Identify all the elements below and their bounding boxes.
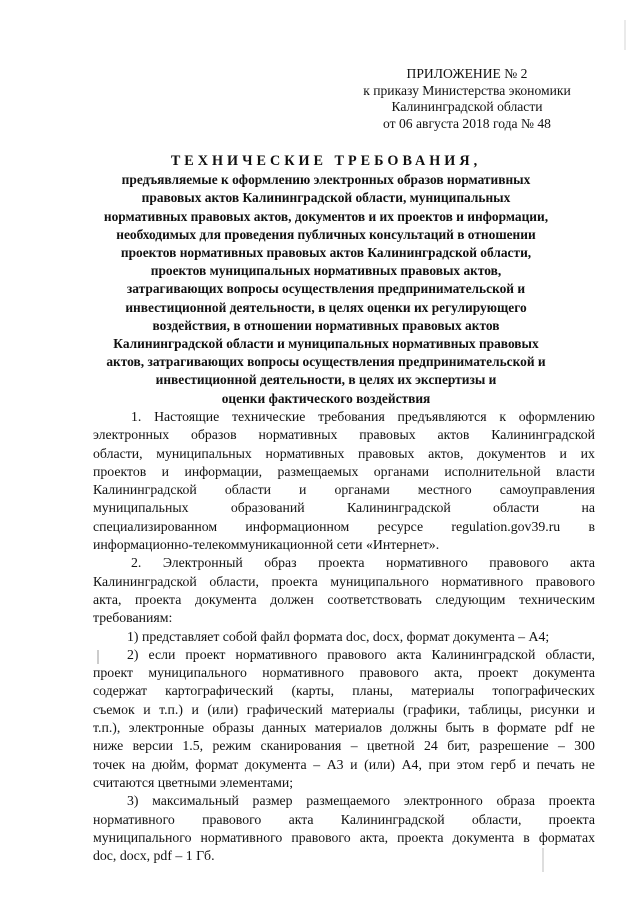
text-line: ниже версии 1.5, режим сканирования – цветной 24 бит, разрешение – 300	[93, 738, 595, 754]
requirement-3	[93, 792, 595, 865]
text-line: содержат картографический (карты, планы, материалы топографических	[93, 683, 595, 699]
title-line: проектов нормативных правовых актов Калининградской области,	[120, 245, 532, 261]
text-line: информационно-телекоммуникационной сети «Интернет».	[93, 537, 440, 553]
scan-mark	[540, 848, 546, 872]
requirement-2	[93, 646, 595, 792]
title-line: актов, затрагивающих вопросы осуществления предпринимательской и	[106, 354, 546, 370]
text-line: 1. Настоящие технические требования предъявляются к оформлению	[131, 409, 595, 424]
document-body	[93, 408, 595, 865]
scan-mark	[620, 20, 630, 50]
text-line: области, муниципальных нормативных правовых актов, документов и их	[93, 445, 595, 461]
title-line: инвестиционной деятельности, в целях оценки их регулирующего	[125, 299, 527, 315]
text-line: муниципальных образований Калининградской области на	[93, 500, 595, 516]
text-line: считаются цветными элементами;	[93, 774, 294, 790]
document-title	[84, 152, 568, 408]
title-line: затрагивающих вопросы осуществления предпринимательской и	[126, 281, 526, 297]
requirement-1	[93, 628, 595, 646]
appendix-order-date: от 06 августа 2018 года № 48	[383, 115, 551, 131]
appendix-header	[322, 66, 612, 132]
paragraph-2	[93, 554, 595, 627]
text-line: электронных образов нормативных правовых актов Калининградской	[93, 427, 595, 443]
text-line: точек на дюйм, формат документа – А3 и (или) А4, при этом герб и печать не	[93, 756, 595, 772]
text-line: Калининградской области, проекта муниципального нормативного правового	[93, 573, 595, 589]
title-line: Калининградской области и муниципальных нормативных правовых	[113, 336, 539, 352]
text-line: специализированном информационном ресурсе regulation.gov39.ru в	[93, 518, 595, 534]
title-line: предъявляемые к оформлению электронных образов нормативных	[121, 172, 531, 188]
text-line: Калининградской области и органами местного самоуправления	[93, 482, 595, 498]
title-line: оценки фактического воздействия	[221, 390, 431, 406]
appendix-number: ПРИЛОЖЕНИЕ № 2	[406, 66, 528, 81]
title-line: проектов муниципальных нормативных правовых актов,	[150, 263, 502, 279]
text-line: 2) если проект нормативного правового акта Калининградской области,	[127, 646, 595, 662]
title-line: необходимых для проведения публичных консультаций в отношении	[116, 226, 536, 242]
scan-mark	[96, 650, 100, 664]
text-line: 3) максимальный размер размещаемого электронного образа проекта	[127, 793, 595, 809]
title-line: инвестиционной деятельности, в целях их экспертизы и	[155, 372, 497, 388]
title-line: правовых актов Калининградской области, муниципальных	[141, 190, 511, 206]
paragraph-1	[93, 408, 595, 554]
title-line: воздействия, в отношении нормативных правовых актов	[152, 317, 500, 333]
text-line: проект муниципального нормативного правового акта, проект документа	[93, 665, 595, 681]
text-line: doc, docx, pdf – 1 Гб.	[93, 848, 215, 864]
text-line: акта, проекта документа должен соответствовать следующим техническим	[93, 591, 595, 607]
text-line: нормативного правового акта Калининградской области, проекта	[93, 811, 595, 827]
text-line: 2. Электронный образ проекта нормативного правового акта	[131, 555, 595, 571]
text-line: съемок и т.п.) и (или) графический материалы (графики, таблицы, рисунки и	[93, 701, 595, 717]
title-line: нормативных правовых актов, документов и их проектов и информации,	[103, 208, 549, 224]
text-line: проектов и информации, размещаемых органами исполнительной власти	[93, 463, 595, 479]
text-line: муниципального нормативного правового акта, проекта документа в форматах	[93, 829, 595, 845]
text-line: требованиям:	[93, 610, 173, 626]
appendix-region: Калининградской области	[391, 99, 543, 115]
text-line: 1) представляет собой файл формата doc, docx, формат документа – А4;	[127, 628, 550, 644]
text-line: т.п.), электронные образы данных материалов должны быть в формате pdf не	[93, 720, 595, 736]
title-heading: ТЕХНИЧЕСКИЕ ТРЕБОВАНИЯ,	[170, 153, 482, 169]
appendix-order-ref: к приказу Министерства экономики	[363, 82, 571, 98]
